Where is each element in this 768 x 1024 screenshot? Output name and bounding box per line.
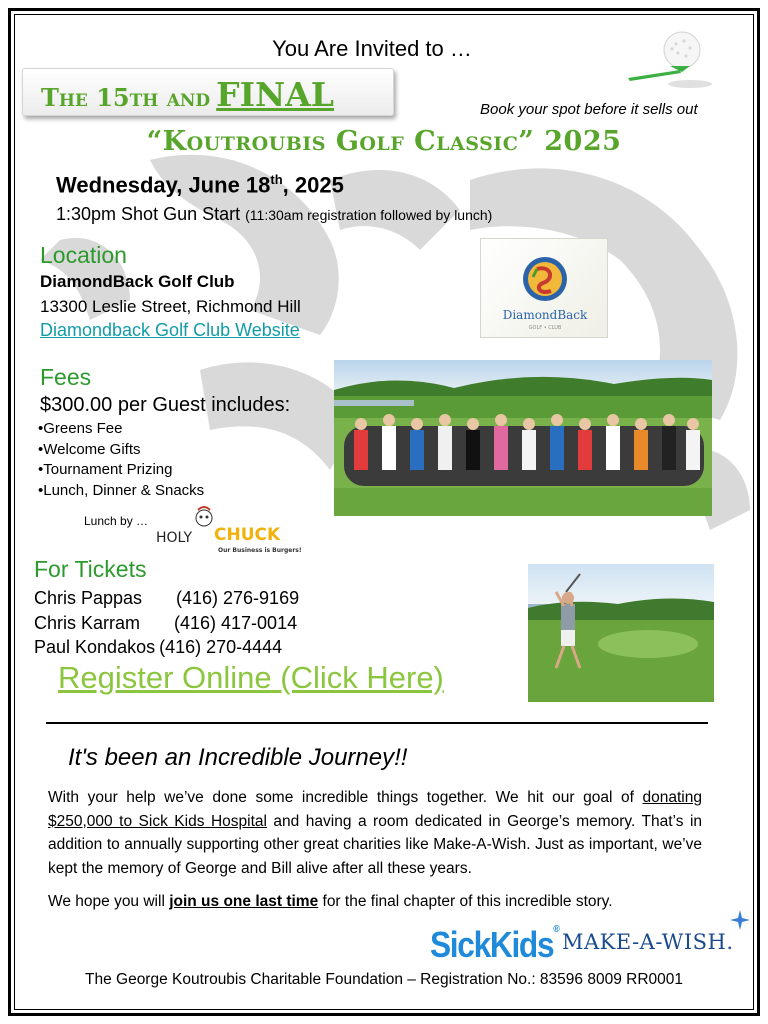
golfer-photo bbox=[528, 564, 714, 702]
registration-note: (11:30am registration followed by lunch) bbox=[245, 207, 493, 223]
donation-highlight: donating $250,000 to Sick Kids Hospital bbox=[48, 789, 702, 830]
event-title: “Koutroubis Golf Classic” 2025 bbox=[146, 126, 622, 157]
contact-row bbox=[34, 635, 299, 660]
lunch-by-label: Lunch by … bbox=[84, 514, 149, 528]
final-banner-prefix: The 15th and bbox=[41, 83, 211, 112]
golf-ball-tee-icon bbox=[620, 28, 716, 90]
contact-row bbox=[34, 586, 299, 611]
foundation-footer: The George Koutroubis Charitable Foundation – Registration No.: 83596 8009 RR0001 bbox=[85, 971, 683, 988]
club-address: 13300 Leslie Street, Richmond Hill bbox=[40, 297, 301, 316]
contact-name: Chris Pappas bbox=[34, 588, 143, 608]
event-date: Wednesday, June 18th, 2025 bbox=[56, 172, 344, 198]
tickets-heading: For Tickets bbox=[34, 556, 147, 582]
section-divider bbox=[46, 722, 708, 724]
contact-name: Chris Karram bbox=[34, 612, 141, 633]
star-icon bbox=[730, 910, 750, 930]
contact-phone: (416) 276-9169 bbox=[176, 588, 300, 608]
fee-price: $300.00 per Guest includes: bbox=[40, 394, 291, 416]
ticket-contacts bbox=[34, 586, 299, 660]
sickkids-logo: SickKids® bbox=[430, 924, 559, 965]
svg-text:CHUCK: CHUCK bbox=[214, 525, 281, 545]
join-highlight: join us one last time bbox=[169, 893, 319, 910]
final-banner bbox=[22, 68, 394, 116]
fee-includes-list bbox=[38, 419, 204, 501]
svg-text:DiamondBack: DiamondBack bbox=[502, 308, 588, 322]
club-name: DiamondBack Golf Club bbox=[40, 272, 235, 291]
location-heading: Location bbox=[40, 242, 127, 268]
contact-name: Paul Kondakos bbox=[34, 637, 156, 657]
make-a-wish-logo: MAKE-A-WISH. bbox=[562, 930, 734, 954]
svg-text:Our Business is Burgers!: Our Business is Burgers! bbox=[218, 547, 302, 554]
list-item: •Lunch, Dinner & Snacks bbox=[38, 481, 205, 499]
contact-row bbox=[34, 611, 299, 636]
list-item: •Greens Fee bbox=[38, 420, 123, 437]
group-photo bbox=[334, 360, 712, 516]
holy-chuck-logo bbox=[152, 506, 302, 558]
club-website-link[interactable]: Diamondback Golf Club Website bbox=[40, 320, 300, 340]
closing-paragraph: We hope you will join us one last time for the final chapter of this incredible story. bbox=[48, 893, 613, 910]
event-time: 1:30pm Shot Gun Start (11:30am registration followed by lunch) bbox=[56, 204, 493, 224]
journey-paragraph: With your help we’ve done some incredible things together. We hit our goal of donating $250,000 to Sick Kids Hospital and having a room dedicated in George’s memory. That’s in addition to annually supporting other great charities like Make-A-Wish. Just as important, we’ve kept the memory of George and Bill alive after all these years. bbox=[48, 789, 703, 877]
contact-phone: (416) 417-0014 bbox=[174, 612, 298, 633]
journey-heading: It's been an Incredible Journey!! bbox=[68, 744, 408, 771]
list-item: •Welcome Gifts bbox=[38, 440, 141, 458]
invitation-line: You Are Invited to … bbox=[272, 36, 472, 61]
contact-phone: (416) 270-4444 bbox=[159, 637, 283, 657]
register-online-link[interactable]: Register Online (Click Here) bbox=[58, 660, 444, 695]
final-banner-word: FINAL bbox=[216, 75, 335, 114]
fees-heading: Fees bbox=[40, 364, 92, 390]
svg-text:HOLY: HOLY bbox=[156, 530, 193, 546]
list-item: •Tournament Prizing bbox=[38, 461, 173, 478]
svg-text:GOLF • CLUB: GOLF • CLUB bbox=[528, 325, 562, 331]
diamondback-logo bbox=[480, 238, 608, 338]
book-spot-note: Book your spot before it sells out bbox=[480, 101, 698, 118]
